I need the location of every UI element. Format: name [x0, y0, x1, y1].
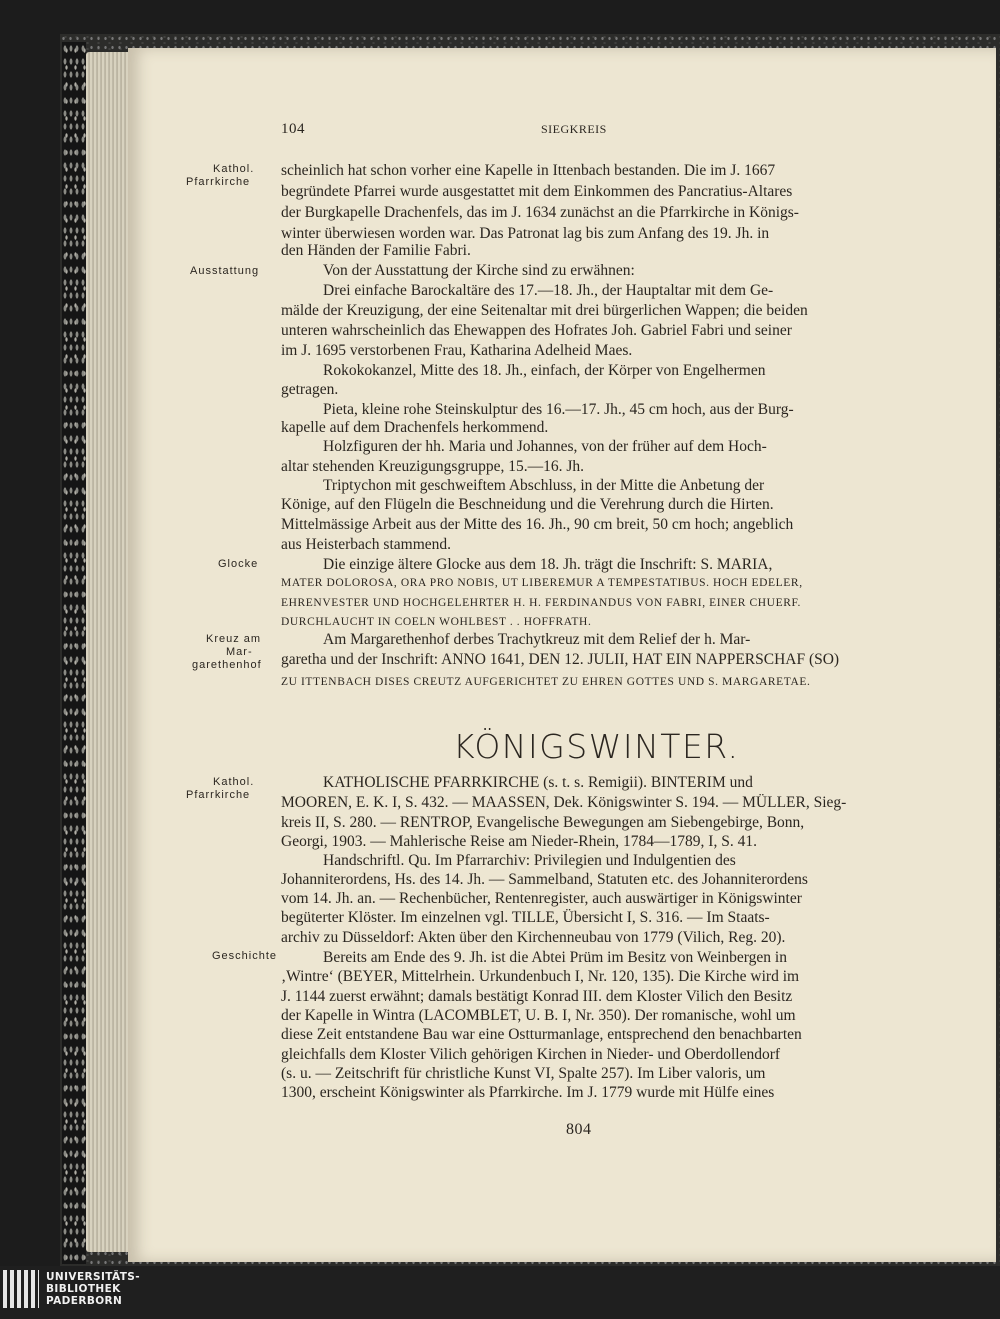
text-line: begüterter Klöster. Im einzelnen vgl. TILLE, Übersicht I, S. 316. — Im Staats- — [281, 909, 770, 926]
text-line: ‚Wintre‘ (BEYER, Mittelrhein. Urkundenbuch I, Nr. 120, 135). Die Kirche wird im — [281, 968, 800, 985]
text-line: (s. u. — Zeitschrift für christliche Kunst VI, Spalte 257). Im Liber valoris, um — [281, 1065, 766, 1082]
text-line: kreis II, S. 280. — RENTROP, Evangelische Bewegungen am Siebengebirge, Bonn, — [281, 814, 805, 831]
text-line: Bereits am Ende des 9. Jh. ist die Abtei Prüm im Besitz von Weinbergen in — [323, 949, 787, 966]
book-spine — [62, 42, 86, 1264]
text-line: Handschriftl. Qu. Im Pfarrarchiv: Privilegien und Indulgentien des — [323, 852, 736, 869]
text-line: diese Zeit entstandene Bau war eine Ostturmanlage, entsprechend den benachbarten — [281, 1026, 802, 1043]
text-line: KATHOLISCHE PFARRKIRCHE (s. t. s. Remigii). BINTERIM und — [323, 774, 753, 791]
margin-note-kathol: Kathol. — [213, 776, 255, 788]
text-line: Georgi, 1903. — Mahlerische Reise am Nieder-Rhein, 1784—1789, I, S. 41. — [281, 833, 757, 850]
margin-note-kathol: Kathol. — [213, 163, 255, 175]
text-line: getragen. — [281, 381, 339, 398]
margin-note-kreuz: garethenhof — [192, 659, 262, 671]
page-number-bottom: 804 — [566, 1121, 592, 1138]
text-line: J. 1144 zuerst erwähnt; damals bestätigt Konrad III. dem Kloster Vilich den Besitz — [281, 988, 793, 1005]
text-line: aus Heisterbach stammend. — [281, 536, 452, 553]
text-line: ZU ITTENBACH DISES CREUTZ AUFGERICHTET ZU EHREN GOTTES UND S. MARGARETAE. — [281, 676, 811, 688]
text-line: EHRENVESTER UND HOCHGELEHRTER H. H. FERDINANDUS VON FABRI, EINER CHUERF. — [281, 597, 802, 609]
page-number-left: 104 — [281, 121, 305, 137]
text-line: Pieta, kleine rohe Steinskulptur des 16.—17. Jh., 45 cm hoch, aus der Burg- — [323, 401, 794, 418]
text-line: Rokokokanzel, Mitte des 18. Jh., einfach, der Körper von Engelhermen — [323, 362, 766, 379]
library-name-line: BIBLIOTHEK — [46, 1283, 121, 1295]
text-line: winter überwiesen worden war. Das Patronat lag bis zum Anfang des 19. Jh. in — [281, 225, 770, 242]
text-line: Am Margarethenhof derbes Trachytkreuz mit dem Relief der h. Mar- — [323, 631, 751, 648]
text-line: Mittelmässige Arbeit aus der Mitte des 16. Jh., 90 cm breit, 50 cm hoch; angeblich — [281, 516, 794, 533]
library-footer-bar — [0, 1266, 1000, 1319]
text-line: kapelle auf dem Drachenfels herkommend. — [281, 419, 549, 436]
text-line: MOOREN, E. K. I, S. 432. — MAASSEN, Dek. Königswinter S. 194. — MÜLLER, Sieg- — [281, 794, 847, 811]
text-line: Triptychon mit geschweiftem Abschluss, in der Mitte die Anbetung der — [323, 477, 765, 494]
text-line: vom 14. Jh. an. — Rechenbücher, Rentenregister, auch auswärtiger in Königswinter — [281, 890, 802, 907]
text-line: garetha und der Inschrift: ANNO 1641, DEN 12. JULII, HAT EIN NAPPERSCHAF (SO) — [281, 651, 840, 668]
margin-note-pfarrkirche: Pfarrkirche — [186, 176, 251, 188]
text-line: DURCHLAUCHT IN COELN WOHLBEST . . HOFFRATH. — [281, 616, 592, 628]
margin-note-kreuz: Mar- — [226, 646, 253, 658]
text-line: im J. 1695 verstorbenen Frau, Katharina Adelheid Maes. — [281, 342, 633, 359]
library-logo-icon — [3, 1270, 39, 1308]
text-line: gleichfalls dem Kloster Vilich gehörigen Kirchen in Nieder- und Oberdollendorf — [281, 1046, 781, 1063]
library-name-line: UNIVERSITÄTS- — [46, 1271, 141, 1283]
text-line: Johanniterordens, Hs. des 14. Jh. — Sammelband, Statuten etc. des Johanniterordens — [281, 871, 808, 888]
text-line: der Kapelle in Wintra (LACOMBLET, U. B. I, Nr. 350). Der romanische, wohl um — [281, 1007, 796, 1024]
text-line: Drei einfache Barockaltäre des 17.—18. Jh., der Hauptaltar mit dem Ge- — [323, 282, 774, 299]
library-name-line: PADERBORN — [46, 1295, 123, 1307]
text-line: der Burgkapelle Drachenfels, das im J. 1634 zunächst an die Pfarrkirche in Königs- — [281, 204, 799, 221]
text-line: unteren wahrscheinlich das Ehewappen des Hofrates Joh. Gabriel Fabri und seiner — [281, 322, 792, 339]
margin-note-glocke: Glocke — [218, 558, 259, 570]
margin-note-ausstattung: Ausstattung — [190, 265, 260, 277]
margin-note-kreuz: Kreuz am — [206, 633, 262, 645]
margin-note-pfarrkirche: Pfarrkirche — [186, 789, 251, 801]
section-heading: KÖNIGSWINTER. — [453, 727, 740, 766]
text-line: den Händen der Familie Fabri. — [281, 242, 471, 259]
text-line: scheinlich hat schon vorher eine Kapelle in Ittenbach bestanden. Die im J. 1667 — [281, 162, 776, 179]
text-line: Von der Ausstattung der Kirche sind zu erwähnen: — [323, 262, 635, 279]
running-title: SIEGKREIS — [541, 122, 607, 136]
text-line: Holzfiguren der hh. Maria und Johannes, von der früher auf dem Hoch- — [323, 438, 767, 455]
text-line: begründete Pfarrei wurde ausgestattet mit dem Einkommen des Pancratius-Altares — [281, 183, 793, 200]
text-line: 1300, erscheint Königswinter als Pfarrkirche. Im J. 1779 wurde mit Hülfe eines — [281, 1084, 775, 1101]
text-line: Könige, auf den Flügeln die Beschneidung und die Verehrung durch die Hirten. — [281, 496, 774, 513]
text-line: altar stehenden Kreuzigungsgruppe, 15.—16. Jh. — [281, 458, 585, 475]
text-line: MATER DOLOROSA, ORA PRO NOBIS, UT LIBEREMUR A TEMPESTATIBUS. HOCH EDELER, — [281, 577, 803, 589]
margin-note-geschichte: Geschichte — [212, 950, 278, 962]
text-line: archiv zu Düsseldorf: Akten über den Kirchenneubau von 1779 (Vilich, Reg. 20). — [281, 929, 786, 946]
text-line: mälde der Kreuzigung, der eine Seitenaltar mit drei bürgerlichen Wappen; die beiden — [281, 302, 808, 319]
text-line: Die einzige ältere Glocke aus dem 18. Jh. trägt die Inschrift: S. MARIA, — [323, 556, 773, 573]
